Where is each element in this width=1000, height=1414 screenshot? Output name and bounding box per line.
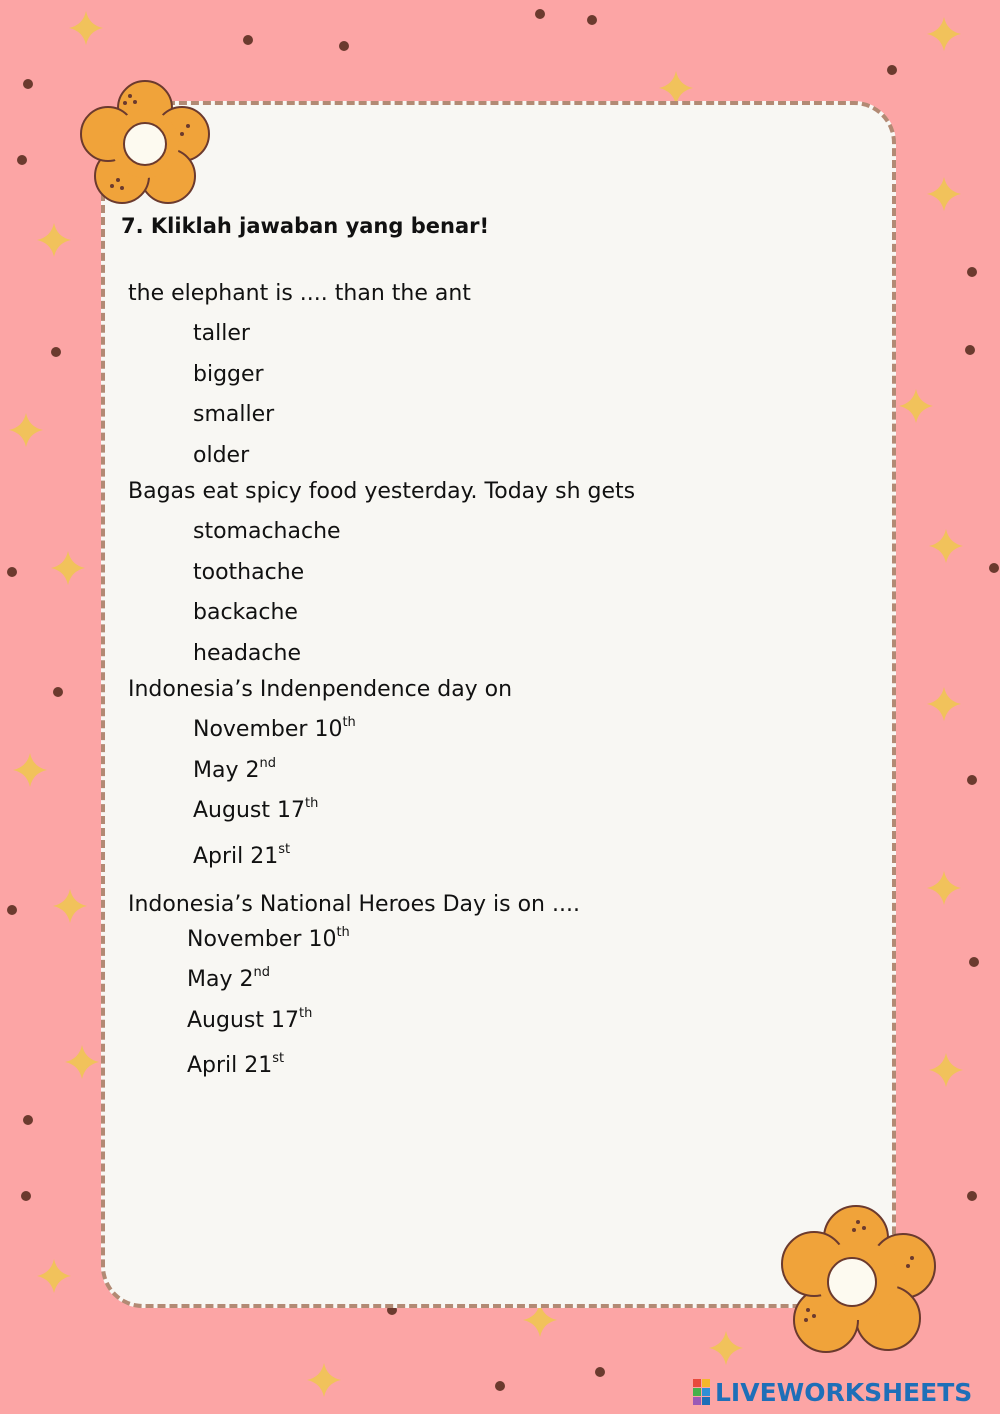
question-title: 7. Kliklah jawaban yang benar! [121, 214, 490, 238]
question-text: Bagas eat spicy food yesterday. Today sh gets [128, 479, 636, 504]
question-text: Indonesia’s National Heroes Day is on .... [128, 892, 580, 917]
answer-option[interactable] [193, 717, 356, 742]
option-label: August 17 [193, 798, 305, 823]
option-label: August 17 [187, 1008, 299, 1033]
answer-option[interactable] [187, 967, 270, 992]
option-label: May 2 [187, 967, 254, 992]
option-label: April 21 [187, 1053, 273, 1078]
answer-option[interactable]: smaller [193, 402, 275, 427]
answer-option[interactable] [187, 927, 350, 952]
question-text: the elephant is .... than the ant [128, 281, 471, 306]
option-ordinal: nd [253, 965, 270, 980]
answer-option[interactable]: stomachache [193, 519, 341, 544]
answer-option[interactable]: toothache [193, 560, 305, 585]
liveworksheets-logo[interactable] [693, 1376, 972, 1408]
answer-option[interactable] [187, 1008, 312, 1033]
answer-option[interactable] [193, 844, 290, 869]
answer-option[interactable]: taller [193, 321, 250, 346]
answer-option[interactable]: bigger [193, 362, 264, 387]
option-label: May 2 [193, 758, 260, 783]
option-ordinal: th [342, 715, 356, 730]
answer-option[interactable]: older [193, 443, 250, 468]
option-ordinal: th [336, 925, 350, 940]
option-ordinal: st [272, 1051, 285, 1066]
option-ordinal: st [278, 842, 291, 857]
answer-option[interactable] [193, 798, 318, 823]
answer-option[interactable]: backache [193, 600, 298, 625]
question-text: Indonesia’s Indenpendence day on [128, 677, 513, 702]
option-label: April 21 [193, 844, 279, 869]
logo-text: LIVEWORKSHEETS [715, 1377, 973, 1407]
answer-option[interactable]: headache [193, 641, 301, 666]
option-label: November 10 [187, 927, 337, 952]
answer-option[interactable] [187, 1053, 284, 1078]
option-ordinal: th [298, 1006, 313, 1021]
option-ordinal: nd [259, 756, 276, 771]
option-label: November 10 [193, 717, 343, 742]
answer-option[interactable] [193, 758, 276, 783]
option-ordinal: th [304, 796, 319, 811]
liveworksheets-logo-icon [693, 1379, 711, 1405]
